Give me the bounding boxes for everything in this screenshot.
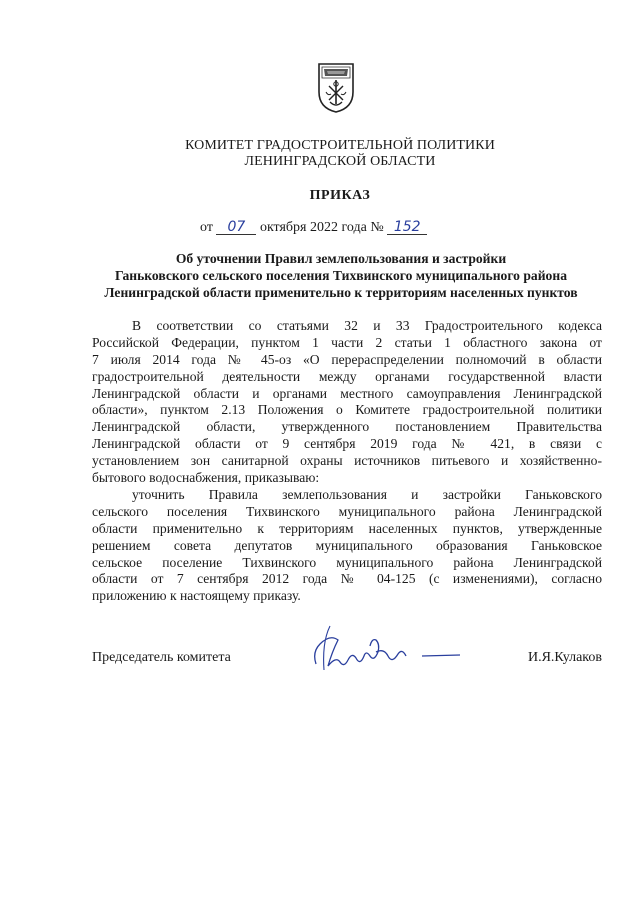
organization-name-line2: ЛЕНИНГРАДСКОЙ ОБЛАСТИ — [244, 154, 436, 169]
paragraph-line: установлением зон санитарной охраны источников питьевого и хозяйственно- — [92, 453, 602, 469]
date-month-year: октября 2022 года № — [259, 220, 384, 235]
document-title-line3: Ленинградской области применительно к территориям населенных пунктов — [104, 285, 578, 300]
order-number-handwritten: 152 — [387, 220, 427, 235]
paragraph-line: приложению к настоящему приказу. — [92, 588, 301, 604]
date-line — [200, 220, 490, 236]
paragraph-line: Ленинградской области от 9 сентября 2019 года № 421, в связи с — [92, 436, 602, 452]
signatory-position: Председатель комитета — [92, 650, 231, 665]
paragraph-line: решением совета депутатов муниципального образования Ганьковское — [92, 537, 602, 553]
paragraph-line: области», пунктом 2.13 Положения о Комитете градостроительной политики — [92, 402, 602, 418]
body-paragraph-2 — [92, 487, 602, 605]
organization-name-line1: КОМИТЕТ ГРАДОСТРОИТЕЛЬНОЙ ПОЛИТИКИ — [185, 138, 495, 153]
paragraph-line: Российской Федерации, пунктом 1 части 2 статьи 1 областного закона от — [92, 334, 602, 350]
body-paragraph-1 — [92, 318, 602, 487]
paragraph-line: сельское поселение Тихвинского муниципального района Ленинградской — [92, 554, 602, 570]
paragraph-line: Ленинградской области, утвержденного постановлением Правительства — [92, 419, 602, 435]
signatory-name: И.Я.Кулаков — [527, 650, 602, 665]
paragraph-line: 7 июля 2014 года № 45-оз «О перераспределении полномочий в области — [92, 351, 602, 367]
document-type: ПРИКАЗ — [309, 188, 371, 203]
paragraph-line: бытового водоснабжения, приказываю: — [92, 470, 320, 486]
coat-of-arms-emblem — [317, 62, 355, 114]
paragraph-line: Ленинградской области и органами местного самоуправления Ленинградской — [92, 385, 602, 401]
date-prefix: от — [200, 220, 213, 235]
date-day-handwritten: 07 — [216, 220, 256, 235]
handwritten-signature — [310, 622, 460, 678]
paragraph-line: области от 7 сентября 2012 года № 04-125 (с изменениями), согласно — [92, 571, 602, 587]
paragraph-line: сельского поселения Тихвинского муниципального района Ленинградской — [92, 503, 602, 519]
paragraph-line: В соответствии со статьями 32 и 33 Градостроительного кодекса — [132, 318, 602, 333]
paragraph-line: градостроительной деятельности между органами государственной власти — [92, 368, 602, 384]
paragraph-line: области применительно к территориям населенных пунктов, утвержденные — [92, 520, 602, 536]
paragraph-line: уточнить Правила землепользования и застройки Ганьковского — [132, 487, 602, 502]
document-title-line1: Об уточнении Правил землепользования и застройки — [175, 251, 507, 266]
document-title-line2: Ганьковского сельского поселения Тихвинского муниципального района — [114, 268, 567, 283]
